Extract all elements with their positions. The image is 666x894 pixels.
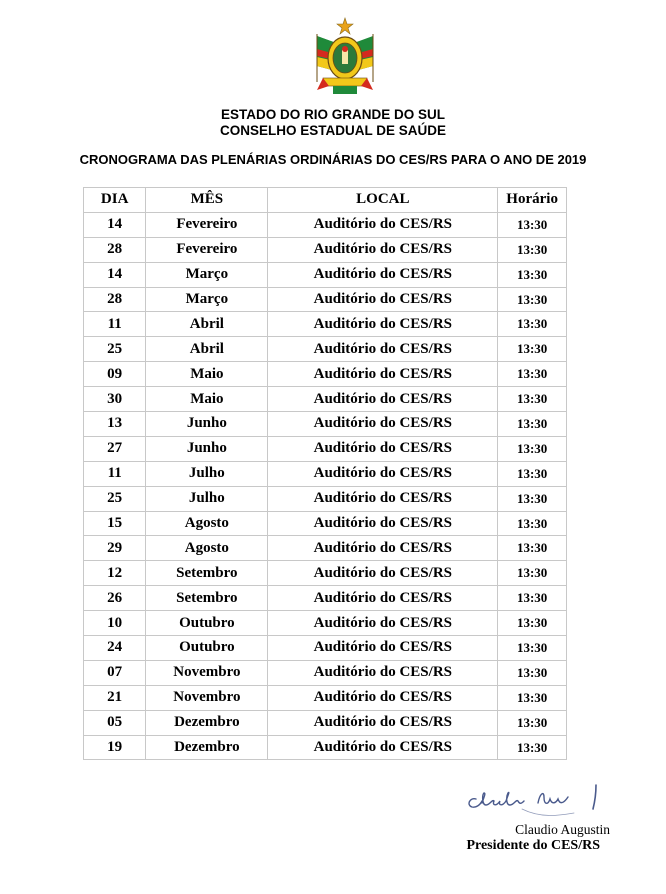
cell-local: Auditório do CES/RS (268, 486, 498, 511)
cell-local: Auditório do CES/RS (268, 436, 498, 461)
cell-local: Auditório do CES/RS (268, 237, 498, 262)
cell-mes: Fevereiro (146, 237, 268, 262)
table-row (84, 586, 567, 611)
cell-local: Auditório do CES/RS (268, 511, 498, 536)
cell-dia: 13 (84, 412, 146, 437)
table-row (84, 561, 567, 586)
cell-local: Auditório do CES/RS (268, 561, 498, 586)
cell-mes: Novembro (146, 660, 268, 685)
cell-dia: 11 (84, 461, 146, 486)
table-row (84, 387, 567, 412)
cell-mes: Abril (146, 312, 268, 337)
cell-dia: 09 (84, 362, 146, 387)
cell-local: Auditório do CES/RS (268, 536, 498, 561)
cell-horario: 13:30 (498, 287, 567, 312)
cell-local: Auditório do CES/RS (268, 660, 498, 685)
table-row (84, 436, 567, 461)
cell-local: Auditório do CES/RS (268, 412, 498, 437)
document-title: CRONOGRAMA DAS PLENÁRIAS ORDINÁRIAS DO CES/RS PARA O ANO DE 2019 (79, 152, 587, 167)
cell-mes: Outubro (146, 636, 268, 661)
cell-horario: 13:30 (498, 436, 567, 461)
table-row (84, 212, 567, 237)
rio-grande-do-sul-coat-of-arms-icon (309, 16, 381, 100)
signer-role: Presidente do CES/RS (466, 838, 600, 853)
cell-horario: 13:30 (498, 262, 567, 287)
cell-dia: 19 (84, 735, 146, 760)
cell-mes: Julho (146, 461, 268, 486)
cell-mes: Agosto (146, 536, 268, 561)
cell-mes: Junho (146, 412, 268, 437)
cell-dia: 11 (84, 312, 146, 337)
table-row (84, 511, 567, 536)
cell-horario: 13:30 (498, 337, 567, 362)
cell-mes: Setembro (146, 561, 268, 586)
cell-horario: 13:30 (498, 312, 567, 337)
cell-dia: 30 (84, 387, 146, 412)
cell-horario: 13:30 (498, 710, 567, 735)
cell-local: Auditório do CES/RS (268, 735, 498, 760)
schedule-table (83, 187, 567, 760)
column-header-horario: Horário (498, 188, 567, 213)
table-row (84, 486, 567, 511)
table-row (84, 710, 567, 735)
cell-local: Auditório do CES/RS (268, 387, 498, 412)
column-header-dia: DIA (84, 188, 146, 213)
table-row (84, 636, 567, 661)
cell-mes: Agosto (146, 511, 268, 536)
cell-horario: 13:30 (498, 685, 567, 710)
column-header-local: LOCAL (268, 188, 498, 213)
table-row (84, 412, 567, 437)
table-row (84, 536, 567, 561)
cell-mes: Setembro (146, 586, 268, 611)
cell-dia: 10 (84, 611, 146, 636)
cell-horario: 13:30 (498, 362, 567, 387)
cell-mes: Novembro (146, 685, 268, 710)
cell-local: Auditório do CES/RS (268, 337, 498, 362)
cell-mes: Dezembro (146, 710, 268, 735)
handwritten-signature (462, 779, 612, 823)
cell-local: Auditório do CES/RS (268, 262, 498, 287)
cell-horario: 13:30 (498, 735, 567, 760)
schedule-table-body (84, 212, 567, 760)
table-row (84, 337, 567, 362)
cell-horario: 13:30 (498, 212, 567, 237)
cell-local: Auditório do CES/RS (268, 212, 498, 237)
cell-local: Auditório do CES/RS (268, 312, 498, 337)
cell-mes: Março (146, 262, 268, 287)
cell-mes: Março (146, 287, 268, 312)
cell-horario: 13:30 (498, 636, 567, 661)
cell-mes: Abril (146, 337, 268, 362)
cell-mes: Outubro (146, 611, 268, 636)
table-row (84, 312, 567, 337)
cell-dia: 05 (84, 710, 146, 735)
table-row (84, 611, 567, 636)
signer-name: Claudio Augustin (515, 822, 610, 837)
cell-mes: Junho (146, 436, 268, 461)
cell-dia: 25 (84, 337, 146, 362)
cell-mes: Fevereiro (146, 212, 268, 237)
cell-dia: 27 (84, 436, 146, 461)
cell-horario: 13:30 (498, 461, 567, 486)
table-row (84, 461, 567, 486)
cell-dia: 15 (84, 511, 146, 536)
cell-horario: 13:30 (498, 586, 567, 611)
cell-horario: 13:30 (498, 561, 567, 586)
table-row (84, 685, 567, 710)
cell-horario: 13:30 (498, 511, 567, 536)
cell-dia: 14 (84, 262, 146, 287)
org-state-name: ESTADO DO RIO GRANDE DO SUL (220, 107, 445, 122)
cell-horario: 13:30 (498, 536, 567, 561)
table-row (84, 660, 567, 685)
table-row (84, 362, 567, 387)
cell-local: Auditório do CES/RS (268, 611, 498, 636)
table-header-row (84, 188, 567, 213)
cell-horario: 13:30 (498, 486, 567, 511)
cell-dia: 25 (84, 486, 146, 511)
table-row (84, 262, 567, 287)
cell-local: Auditório do CES/RS (268, 710, 498, 735)
cell-dia: 21 (84, 685, 146, 710)
cell-dia: 24 (84, 636, 146, 661)
cell-dia: 28 (84, 287, 146, 312)
org-council-name: CONSELHO ESTADUAL DE SAÚDE (219, 123, 447, 138)
cell-horario: 13:30 (498, 237, 567, 262)
cell-mes: Maio (146, 387, 268, 412)
table-row (84, 735, 567, 760)
cell-mes: Maio (146, 362, 268, 387)
cell-dia: 14 (84, 212, 146, 237)
table-row (84, 237, 567, 262)
cell-dia: 28 (84, 237, 146, 262)
cell-local: Auditório do CES/RS (268, 461, 498, 486)
cell-mes: Julho (146, 486, 268, 511)
cell-dia: 07 (84, 660, 146, 685)
cell-horario: 13:30 (498, 611, 567, 636)
cell-dia: 12 (84, 561, 146, 586)
cell-dia: 29 (84, 536, 146, 561)
cell-local: Auditório do CES/RS (268, 362, 498, 387)
cell-local: Auditório do CES/RS (268, 287, 498, 312)
cell-horario: 13:30 (498, 412, 567, 437)
column-header-mes: MÊS (146, 188, 268, 213)
table-row (84, 287, 567, 312)
cell-dia: 26 (84, 586, 146, 611)
cell-horario: 13:30 (498, 387, 567, 412)
cell-local: Auditório do CES/RS (268, 586, 498, 611)
cell-local: Auditório do CES/RS (268, 685, 498, 710)
cell-horario: 13:30 (498, 660, 567, 685)
cell-mes: Dezembro (146, 735, 268, 760)
cell-local: Auditório do CES/RS (268, 636, 498, 661)
